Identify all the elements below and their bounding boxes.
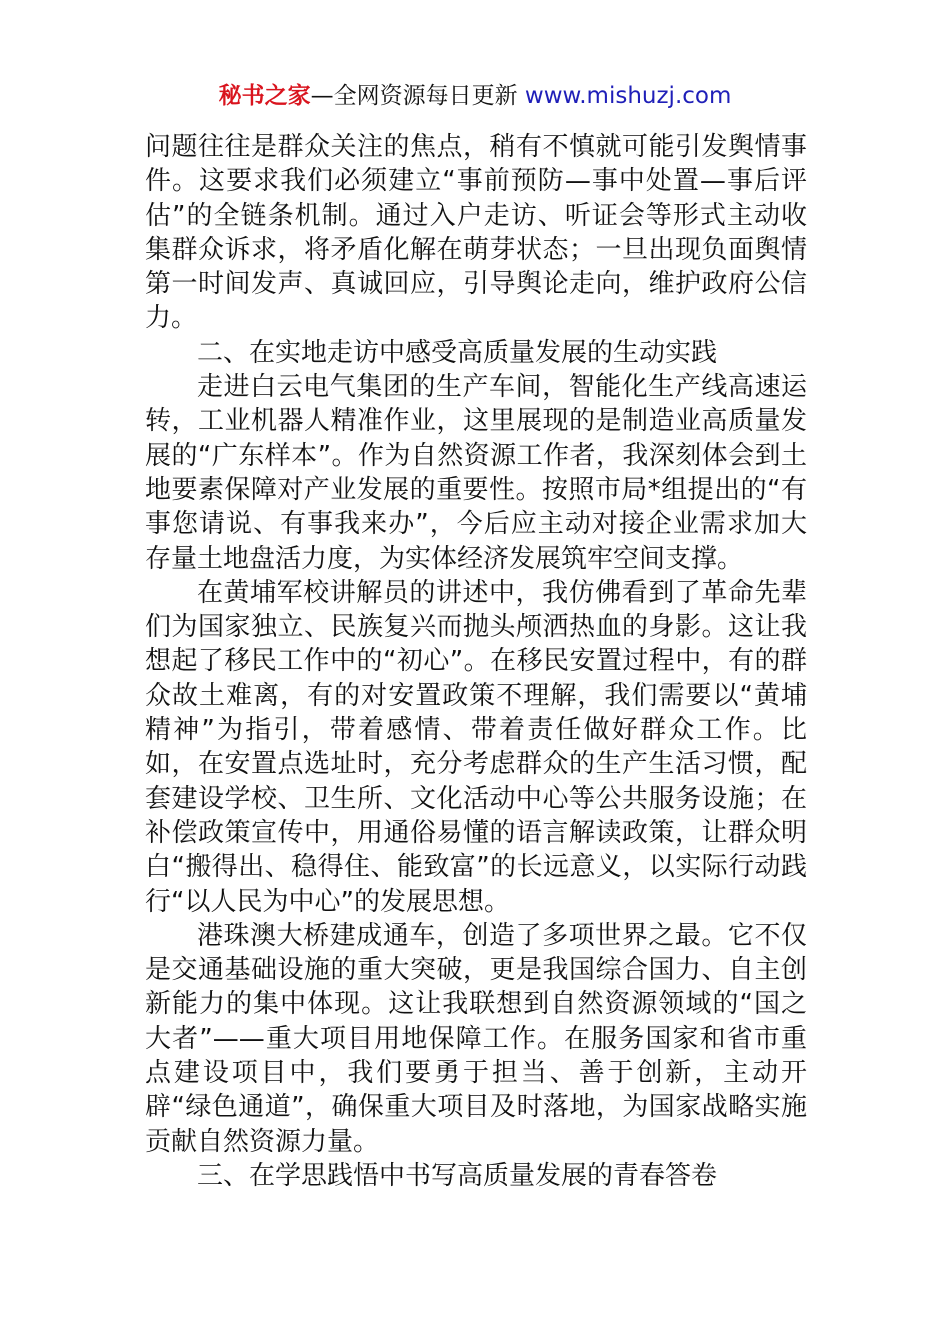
site-url[interactable]: www.mishuzj.com (524, 83, 732, 109)
site-tagline: —全网资源每日更新 (310, 83, 525, 109)
site-brand: 秘书之家 (218, 83, 311, 109)
paragraph-whampoa-academy: 在黄埔军校讲解员的讲述中，我仿佛看到了革命先辈们为国家独立、民族复兴而抛头颅洒热血的身影。这让我想起了移民工作中的“初心”。在移民安置过程中，有的群众故土难离，有的对安置政策不理解，我们需要以“黄埔精神”为指引，带着感情、带着责任做好群众工作。比如，在安置点选址时，充分考虑群众的生产生活习惯，配套建设学校、卫生所、文化活动中心等公共服务设施；在补偿政策宣传中，用通俗易懂的语言解读政策，让群众明白“搬得出、稳得住、能致富”的长远意义，以实际行动践行“以人民为中心”的发展思想。 (145, 577, 807, 917)
paragraph-factory-visit: 走进白云电气集团的生产车间，智能化生产线高速运转，工业机器人精准作业，这里展现的是制造业高质量发展的“广东样本”。作为自然资源工作者，我深刻体会到土地要素保障对产业发展的重要性。按照市局*组提出的“有事您请说、有事我来办”，今后应主动对接企业需求加大存量土地盘活力度，为实体经济发展筑牢空间支撑。 (145, 372, 807, 574)
paragraph-hzmb-bridge: 港珠澳大桥建成通车，创造了多项世界之最。它不仅是交通基础设施的重大突破，更是我国综合国力、自主创新能力的集中体现。这让我联想到自然资源领域的“国之大者”——重大项目用地保障工作。在服务国家和省市重点建设项目中，我们要勇于担当、善于创新，主动开辟“绿色通道”，确保重大项目及时落地，为国家战略实施贡献自然资源力量。 (145, 920, 807, 1157)
section-heading-3: 三、在学思践悟中书写高质量发展的青春答卷 (197, 1160, 718, 1191)
site-header (0, 80, 950, 112)
document-body (145, 130, 807, 1193)
section-heading-2: 二、在实地走访中感受高质量发展的生动实践 (197, 337, 718, 368)
paragraph-continued: 问题往往是群众关注的焦点，稍有不慎就可能引发舆情事件。这要求我们必须建立“事前预防—事中处置—事后评估”的全链条机制。通过入户走访、听证会等形式主动收集群众诉求，将矛盾化解在萌芽状态；一旦出现负面舆情第一时间发声、真诚回应，引导舆论走向，维护政府公信力。 (145, 132, 807, 334)
